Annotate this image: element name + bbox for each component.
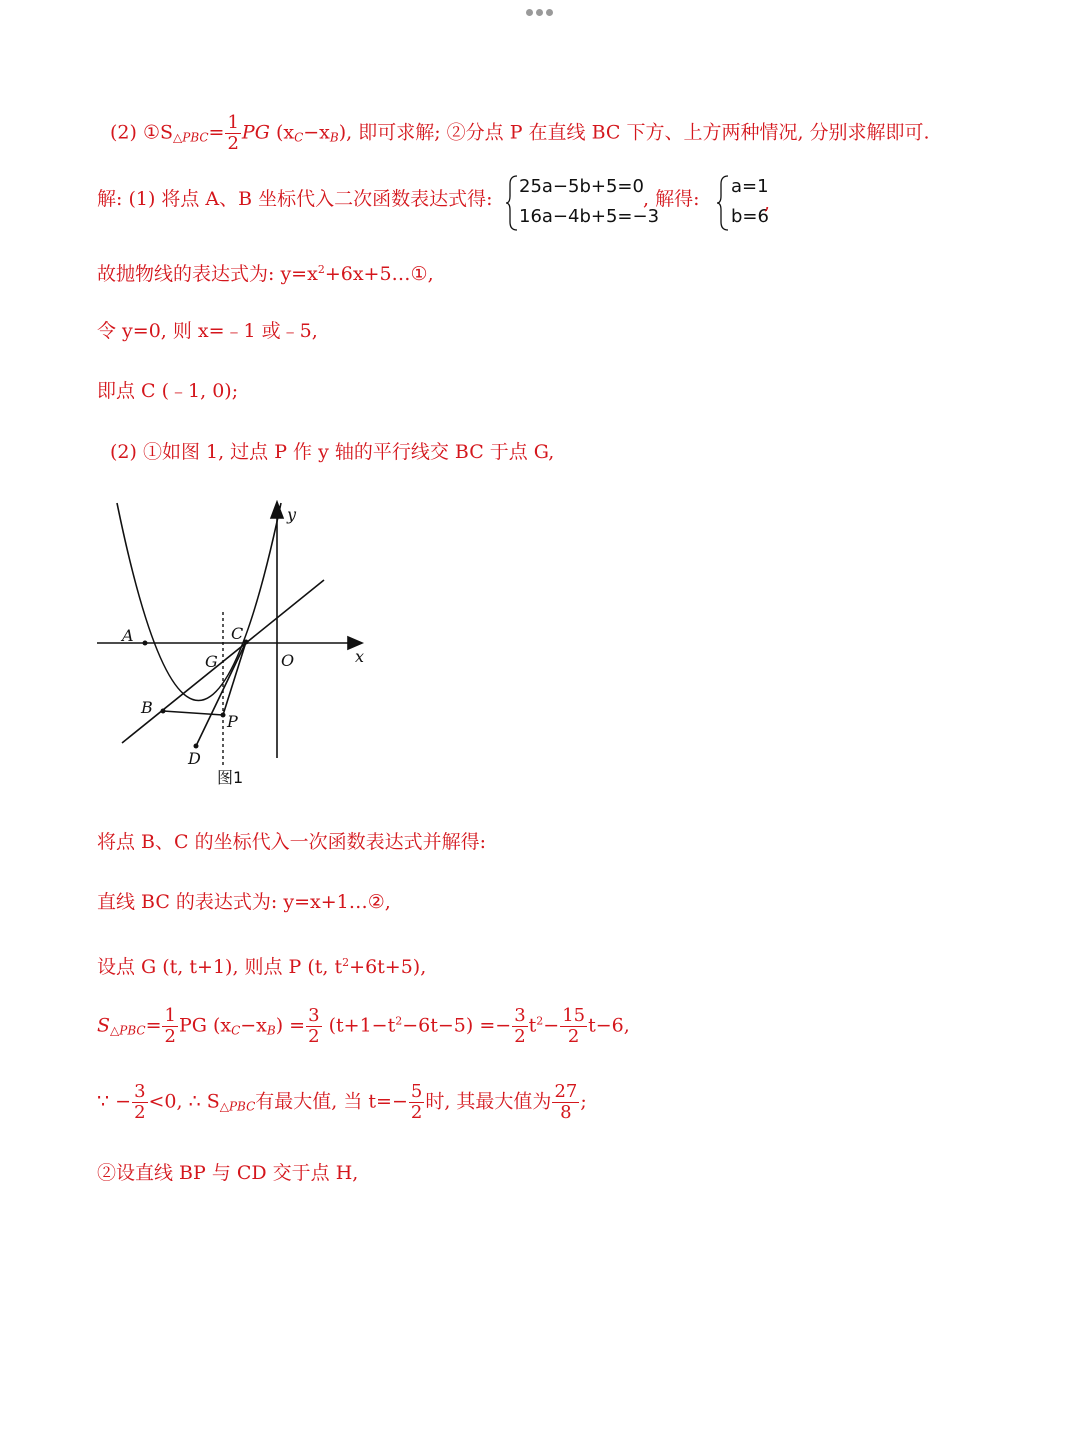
parabola-expression: 故抛物线的表达式为: $y=x^2+6x+5\dots ①$, [97, 263, 434, 285]
figure-1-graph [95, 500, 385, 800]
label-g: G [205, 652, 218, 671]
solution-system: a=1 b=6 [731, 176, 769, 227]
more-dots-icon[interactable] [526, 9, 554, 17]
label-b: B [141, 698, 153, 717]
solution-part1: 解: (1) 将点 A、B 坐标代入二次函数表达式得: [97, 188, 493, 210]
hint-line: (2) $①S_{\triangle PBC}=$ $\frac{1}{2}$ PG $(x_C-x_B)$, 即可求解; ②分点 P 在直线 BC 下方、上方两种情况, 分别求解即可. [110, 112, 930, 154]
fraction: $\frac{3}{2}$ [308, 1005, 320, 1047]
fraction: $\frac{1}{2}$ [164, 1005, 176, 1047]
label-a: A [122, 626, 134, 645]
comma: , [764, 192, 771, 214]
fraction: $\frac{5}{2}$ [410, 1081, 423, 1123]
fraction: $\frac{1}{2}$ [227, 112, 239, 154]
label-o: O [281, 651, 295, 670]
roots-line: 令 y=0, 则 x=﹣1 或﹣5, [97, 320, 318, 342]
label-p: P [227, 712, 238, 731]
label-c: C [231, 624, 244, 643]
system-brace-2 [716, 174, 730, 232]
label-d: D [188, 749, 201, 768]
fraction: $\frac{15}{2}$ [562, 1005, 586, 1047]
set-point-g: 设点 G (t, t+1), 则点 P (t, $t^2+6t+5$), [97, 956, 427, 978]
area-formula: $S_{\triangle PBC}=$ $\frac{1}{2}$ PG $(x_C-x_B)$ = $\frac{3}{2}$ $(t+1-t^2-6t-5)$ =− $\frac{3}{2}$ $t^2-$ $\frac{15}{2}$ t−6, [97, 1005, 630, 1047]
equation-system: 25a−5b+5=0 16a−4b+5=−3 [519, 176, 660, 227]
fraction: $\frac{3}{2}$ [514, 1005, 526, 1047]
fraction: $\frac{3}{2}$ [134, 1081, 146, 1123]
label-y: y [287, 505, 297, 524]
part2-intro: (2) ①如图 1, 过点 P 作 y 轴的平行线交 BC 于点 G, [110, 441, 555, 463]
label-x: x [355, 647, 365, 666]
fraction: $\frac{27}{8}$ [554, 1081, 578, 1123]
substitute-bc: 将点 B、C 的坐标代入一次函数表达式并解得: [97, 831, 486, 853]
figure-caption: 图1 [217, 768, 244, 787]
max-value-line: ∵ − $\frac{3}{2}$ <0, ∴ $S_{\triangle PBC}$有最大值, 当 t=− $\frac{5}{2}$ 时, 其最大值为 $\frac{27}{8}$ ; [97, 1081, 587, 1123]
solve-label: , 解得: [643, 188, 700, 210]
line-bc-expression: 直线 BC 的表达式为: y=x+1…②, [97, 891, 391, 913]
system-brace-1 [505, 174, 519, 232]
point-c-line: 即点 C (﹣1, 0); [97, 380, 239, 402]
intersection-h: ②设直线 BP 与 CD 交于点 H, [97, 1162, 359, 1184]
